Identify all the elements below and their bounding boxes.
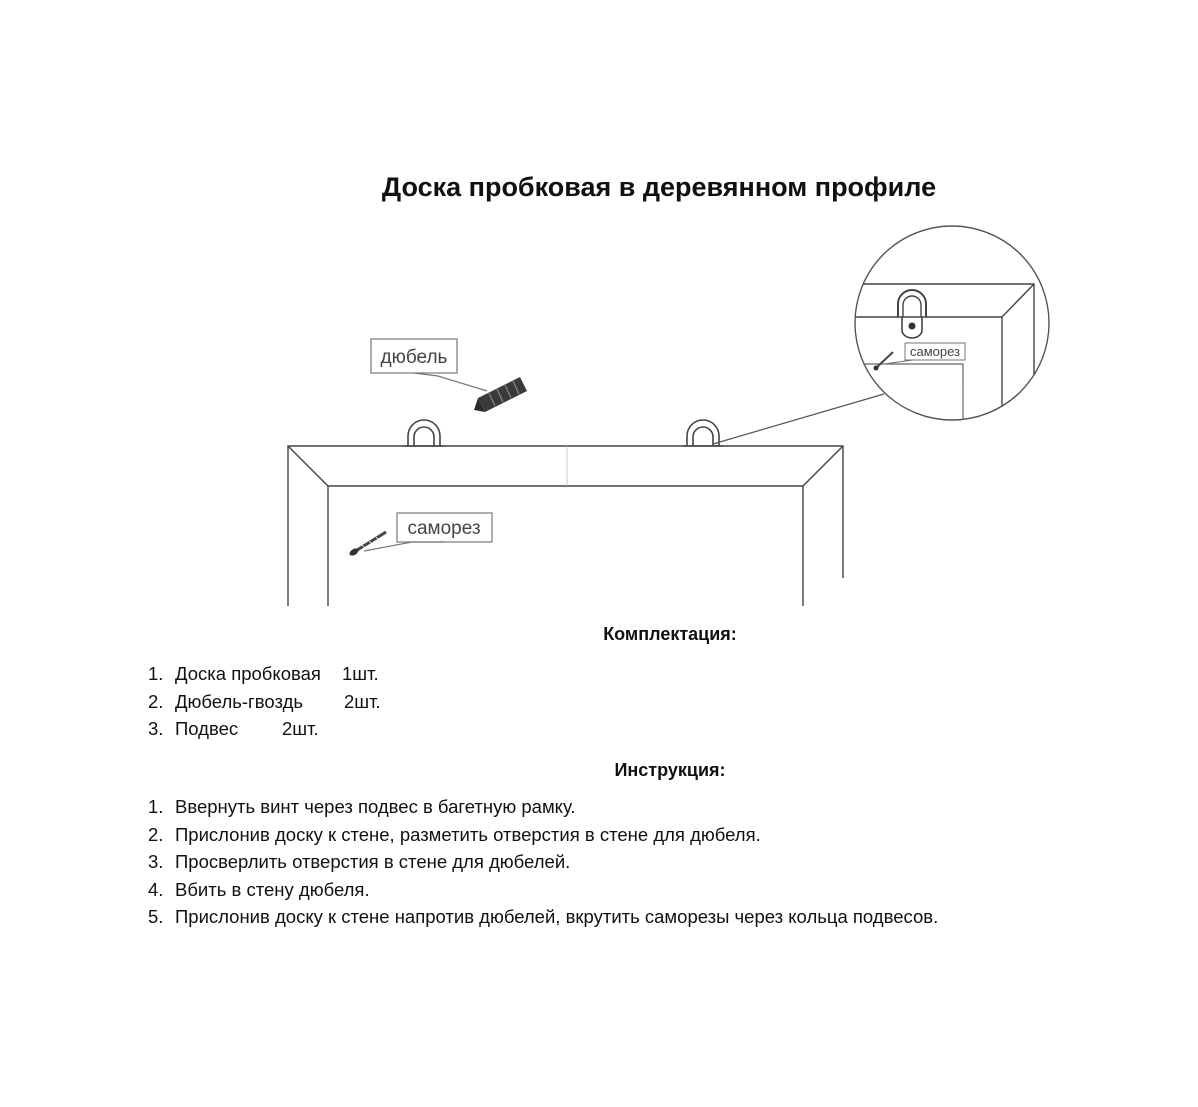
list-item-number: 2. [148, 823, 164, 845]
list-item [148, 688, 381, 716]
list-item-number: 3. [148, 851, 164, 872]
kit-item-name: Доска пробковая [175, 663, 321, 684]
dowel-label [371, 339, 487, 391]
zoom-screw-label-text: саморез [909, 344, 961, 359]
list-item-number: 2. [148, 690, 164, 712]
instruction-step-text: Прислонив доску к стене напротив дюбелей, вкрутить саморезы через кольца подвесов. [175, 906, 939, 927]
instructions-list [148, 793, 938, 931]
list-item [148, 793, 938, 821]
kit-item-name: Дюбель-гвоздь [175, 690, 304, 712]
screw-illustration [348, 532, 386, 557]
hanger-right [683, 420, 723, 446]
instruction-step-text: Прислонив доску к стене, разметить отверстия в стене для дюбеля. [175, 823, 761, 845]
list-item [148, 876, 938, 904]
dowel-illustration [474, 377, 527, 412]
list-item-number: 3. [148, 718, 164, 739]
kit-heading: Комплектация: [603, 624, 737, 644]
list-item-number: 1. [148, 663, 164, 684]
kit-item-name: Подвес [175, 718, 239, 739]
instruction-step-text: Ввернуть винт через подвес в багетную рамку. [175, 796, 576, 817]
list-item-number: 1. [148, 796, 164, 817]
kit-item-qty: 2шт. [344, 690, 381, 712]
screw-label-text: саморез [407, 518, 481, 539]
instruction-step-text: Просверлить отверстия в стене для дюбелей. [175, 851, 571, 872]
frame-illustration [288, 446, 843, 606]
kit-list [148, 660, 381, 743]
kit-item-qty: 1шт. [342, 663, 379, 684]
list-item-number: 5. [148, 906, 164, 927]
instructions-heading: Инструкция: [614, 760, 726, 780]
list-item-number: 4. [148, 878, 164, 900]
page-title: Доска пробковая в деревянном профиле [381, 172, 937, 202]
list-item [148, 903, 938, 931]
list-item [148, 660, 381, 688]
list-item [148, 715, 381, 743]
kit-item-qty: 2шт. [282, 718, 319, 739]
instruction-step-text: Вбить в стену дюбеля. [175, 878, 370, 900]
dowel-label-text: дюбель [380, 347, 448, 368]
hanger-left [404, 420, 444, 446]
list-item [148, 821, 938, 849]
list-item [148, 848, 938, 876]
zoom-detail [840, 226, 1049, 440]
zoom-leader-line [713, 394, 884, 444]
